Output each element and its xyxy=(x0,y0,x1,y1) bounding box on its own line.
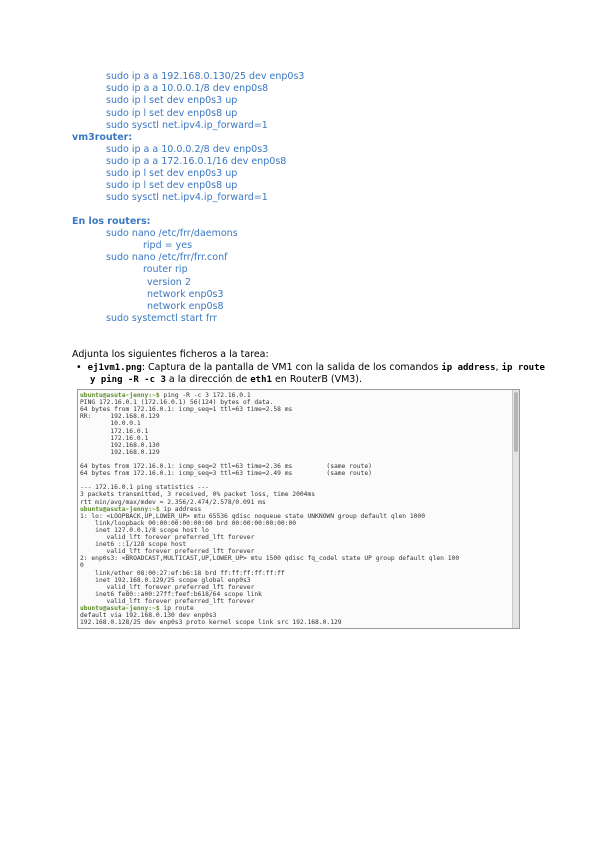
terminal-line-text: valid_lft forever preferred_lft forever xyxy=(80,534,255,541)
terminal-line-text: --- 172.16.0.1 ping statistics --- xyxy=(80,484,209,492)
terminal-line-text: 64 bytes from 172.16.0.1: icmp_seq=3 ttl=63 time=2.49 ms (same route) xyxy=(80,470,372,478)
terminal-scrollbar-thumb xyxy=(514,392,518,452)
terminal-line-text: inet6 ::1/128 scope host xyxy=(80,541,187,549)
bullet-filename: ej1vm1.png xyxy=(87,363,142,373)
terminal-line-text: 2: enp0s3: <BROADCAST,MULTICAST,UP,LOWER_UP> mtu 1500 qdisc fq_codel state UP group default qlen 100 xyxy=(80,555,460,563)
terminal-line-text: 172.16.0.1 xyxy=(80,434,149,442)
terminal-line-text: 64 bytes from 172.16.0.1: icmp_seq=2 ttl=63 time=2.36 ms (same route) xyxy=(80,463,372,470)
routers-network-1: network enp0s3 xyxy=(147,289,224,300)
terminal-line-text: link/ether 08:00:27:ef:b6:18 brd ff:ff:ff:ff:ff:ff xyxy=(80,569,285,577)
vm2-cmd-5: sudo sysctl net.ipv4.ip_forward=1 xyxy=(106,120,268,131)
routers-router-rip: router rip xyxy=(143,264,188,275)
bullet-dot: • xyxy=(76,362,82,373)
terminal-line xyxy=(80,470,372,477)
routers-restart: sudo systemctl start frr xyxy=(106,313,217,324)
bullet-cmd-1: ip address xyxy=(441,363,496,373)
routers-network-2: network enp0s8 xyxy=(147,301,224,312)
terminal-prompt: ubuntu@asuta-jenny:~$ xyxy=(80,392,160,399)
terminal-line-text: rtt min/avg/max/mdev = 2.356/2.474/2.578/0.091 ms xyxy=(80,498,266,506)
bullet-item xyxy=(76,362,545,373)
bullet-sep: , xyxy=(495,362,502,373)
bullet-text-1: : Captura de la pantalla de VM1 con la salida de los comandos xyxy=(141,362,442,373)
vm2-cmd-3: sudo ip l set dev enp0s3 up xyxy=(106,95,238,106)
terminal-line-text: RR: 192.168.0.129 xyxy=(80,413,160,421)
vm2-cmd-2: sudo ip a a 10.0.0.1/8 dev enp0s8 xyxy=(106,83,269,94)
terminal-scrollbar xyxy=(512,390,519,628)
terminal-line-text: 192.168.0.128/25 dev enp0s3 proto kernel scope link src 192.168.0.129 xyxy=(80,619,342,627)
vm3-cmd-3: sudo ip l set dev enp0s3 up xyxy=(106,168,238,179)
routers-nano-conf: sudo nano /etc/frr/frr.conf xyxy=(106,252,228,263)
terminal-line-text: 1: lo: <LOOPBACK,UP,LOWER_UP> mtu 65536 qdisc noqueue state UNKNOWN group default qlen 1000 xyxy=(80,512,425,520)
terminal-line-text: 192.168.0.129 xyxy=(80,448,160,456)
terminal-line-text: ip route xyxy=(159,605,194,612)
terminal-line-text: inet6 fe80::a00:27ff:feef:b618/64 scope link xyxy=(80,590,262,598)
terminal-line-text: ping -R -c 3 172.16.0.1 xyxy=(159,392,251,399)
vm3-heading: vm3router: xyxy=(72,132,133,143)
terminal-line-text: valid_lft forever preferred_lft forever xyxy=(80,583,255,591)
terminal-line xyxy=(80,555,459,562)
vm2-cmd-4: sudo ip l set dev enp0s8 up xyxy=(106,108,238,119)
terminal-line-text: 10.0.0.1 xyxy=(80,420,141,428)
routers-nano-daemons: sudo nano /etc/frr/daemons xyxy=(106,228,238,239)
terminal-line-text: default via 192.168.0.130 dev enp0s3 xyxy=(80,612,217,620)
terminal-prompt: ubuntu@asuta-jenny:~$ xyxy=(80,605,160,612)
vm3-cmd-2: sudo ip a a 172.16.0.1/16 dev enp0s8 xyxy=(106,156,287,167)
terminal-prompt: ubuntu@asuta-jenny:~$ xyxy=(80,505,160,513)
terminal-line xyxy=(80,449,160,456)
terminal-screenshot xyxy=(77,389,520,629)
routers-heading: En los routers: xyxy=(72,216,151,227)
terminal-line-text: 172.16.0.1 xyxy=(80,427,149,435)
bullet-item-line-2 xyxy=(90,374,362,385)
vm3-cmd-4: sudo ip l set dev enp0s8 up xyxy=(106,180,238,191)
bullet-text-2: a la dirección de xyxy=(165,374,251,385)
terminal-line-text: valid_lft forever preferred_lft forever xyxy=(80,597,255,605)
routers-version: version 2 xyxy=(147,277,191,288)
bullet-text-3: en RouterB (VM3). xyxy=(271,374,363,385)
vm3-cmd-5: sudo sysctl net.ipv4.ip_forward=1 xyxy=(106,192,268,203)
terminal-line-text: 3 packets transmitted, 3 received, 0% packet loss, time 2004ms xyxy=(80,491,316,499)
terminal-line-text: inet 127.0.0.1/8 scope host lo xyxy=(80,526,209,534)
bullet-cmd-3: y ping -R -c 3 xyxy=(90,375,166,385)
attach-text: Adjunta los siguientes ficheros a la tarea: xyxy=(72,349,269,360)
routers-ripd: ripd = yes xyxy=(143,240,193,251)
bullet-iface: eth1 xyxy=(250,375,272,385)
vm3-cmd-1: sudo ip a a 10.0.0.2/8 dev enp0s3 xyxy=(106,144,269,155)
terminal-line-text: ip address xyxy=(159,505,202,513)
vm2-cmd-1: sudo ip a a 192.168.0.130/25 dev enp0s3 xyxy=(106,71,305,82)
terminal-line-text: inet 192.168.0.129/25 scope global enp0s3 xyxy=(80,576,251,584)
terminal-line-text: link/loopback 00:00:00:00:00:00 brd 00:00:00:00:00:00 xyxy=(80,519,297,527)
terminal-line-text: 0 xyxy=(80,562,84,570)
terminal-line-text: 64 bytes from 172.16.0.1: icmp_seq=1 ttl=63 time=2.58 ms xyxy=(80,406,293,414)
terminal-line xyxy=(80,619,342,626)
terminal-line-text: PING 172.16.0.1 (172.16.0.1) 56(124) bytes of data. xyxy=(80,399,274,407)
bullet-cmd-2: ip route xyxy=(501,363,545,373)
terminal-line-text: valid_lft forever preferred_lft forever xyxy=(80,548,255,556)
terminal-line-text: 192.168.0.130 xyxy=(80,441,160,449)
